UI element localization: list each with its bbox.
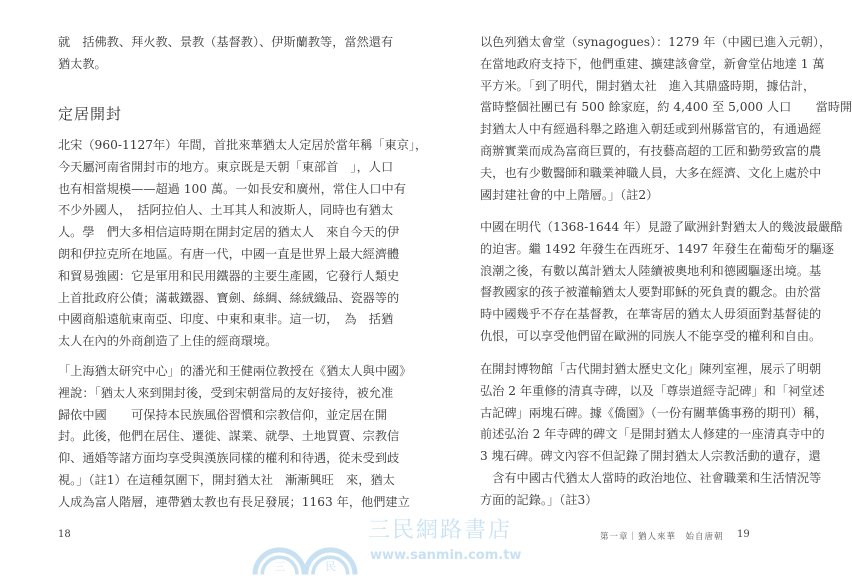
text-line: 不少外國人， 括阿拉伯人、土耳其人和波斯人，同時也有猶太 xyxy=(58,203,394,218)
paragraph xyxy=(58,135,428,353)
section-heading: 定居開封 xyxy=(58,105,123,123)
text-line: 「上海猶太研究中心」的潘光和王健兩位教授在《猶太人與中國》 xyxy=(58,364,412,378)
watermark-title: 三民網路書店 xyxy=(368,518,513,543)
text-line: 仰、通婚等諸方面均享受與漢族同樣的權利和待遇，從未受到歧 xyxy=(58,451,400,466)
text-line: 在開封博物館「古代開封猶太歷史文化」陳列室裡，展示了明朝 xyxy=(480,362,822,376)
right-page xyxy=(400,0,852,581)
text-line: 上首批政府公債；滿載鐵器、寶劍、絲綢、絲絨織品、瓷器等的 xyxy=(58,290,400,305)
text-line: 當時整個社團已有 500 餘家庭，約 4,400 至 5,000 人口 當時開 xyxy=(480,100,852,115)
logo-char: 民 xyxy=(325,560,337,574)
text-line: 前述弘治 2 年寺碑的碑文「是開封猶太人修建的一座清真寺中的 xyxy=(480,427,825,442)
text-line: 在當地政府支持下，他們重建、擴建該會堂，新會堂佔地達 1 萬 xyxy=(480,56,825,71)
text-line: 人。學 們大多相信這時期在開封定居的猶太人 來自今天的伊 xyxy=(58,225,400,240)
running-header: 第一章｜猶人來華 始自唐朝 xyxy=(600,532,724,542)
text-line: 人成為富人階層，連帶猶太教也有長足發展；1163 年，他們建立 xyxy=(58,494,410,509)
paragraph xyxy=(58,32,394,76)
text-line: 弘治 2 年重修的清真寺碑，以及「尊崇道經寺記碑」和「祠堂述 xyxy=(480,383,825,398)
text-line: 夫，也有少數醫師和職業神職人員，大多在經濟、文化上處於中 xyxy=(480,165,822,180)
text-line: 方面的記錄。」（註3） xyxy=(480,492,598,507)
text-line: 時中國幾乎不存在基督教，在華寄居的猶太人毋須面對基督徒的 xyxy=(480,307,822,322)
text-line: 國封建社會的中上階層。」（註2） xyxy=(480,187,659,202)
text-line: 商辦實業而成為富商巨賈的，有技藝高超的工匠和勤勞致富的農 xyxy=(480,143,822,158)
text-line: 朗和伊拉克所在地區。有唐一代，中國一直是世界上最大經濟體 xyxy=(58,246,400,261)
sanmin-logo-icon xyxy=(250,518,360,576)
text-line: 的迫害。繼 1492 年發生在西班牙、1497 年發生在葡萄牙的驅逐 xyxy=(480,241,834,256)
text-line: 也有相當規模——超過 100 萬。一如長安和廣州，常住人口中有 xyxy=(58,181,406,196)
paragraph xyxy=(480,217,843,348)
text-line: 浪潮之後，有數以萬計猶太人陸續被奧地利和德國驅逐出境。基 xyxy=(480,263,822,278)
sanmin-watermark xyxy=(250,518,590,578)
text-line: 中國在明代（1368-1644 年）見證了歐洲針對猶太人的幾波最嚴酷 xyxy=(480,220,843,234)
paragraph xyxy=(58,361,412,514)
text-line: 北宋（960-1127年）年間，首批來華猶太人定居於當年稱「東京」， xyxy=(58,138,428,152)
text-line: 和貿易強國：它是軍用和民用鐵器的主要生產國，它發行人類史 xyxy=(58,268,400,283)
text-line: 仇恨，可以享受他們留在歐洲的同族人不能享受的權利和自由。 xyxy=(480,328,822,343)
page-number: 18 xyxy=(58,529,71,540)
paragraph xyxy=(480,359,828,512)
page-number: 19 xyxy=(737,529,750,540)
text-line: 裡說：「猶太人來到開封後，受到宋朝當局的友好接待，被允准 xyxy=(58,385,394,400)
text-line: 含有中國古代猶太人當時的政治地位、社會職業和生活情況等 xyxy=(480,470,822,485)
text-line: 猶太教。 xyxy=(58,56,107,71)
text-line: 平方米。「到了明代，開封猶太社 進入其鼎盛時期，據估計， xyxy=(480,78,816,93)
text-line: 視。」（註1）在這種氛圍下，開封猶太社 漸漸興旺 來，猶太 xyxy=(58,472,395,487)
text-line: 太人在內的外商創造了上佳的經商環境。 xyxy=(58,334,278,349)
text-line: 歸依中國 可保持本民族風俗習慣和宗教信仰，並定居在開 xyxy=(58,407,388,422)
text-line: 以色列猶太會堂（synagogues）：1279 年（中國已進入元朝）， xyxy=(480,35,832,49)
text-line: 今天屬河南省開封市的地方。東京既是天朝「東部首 」，人口 xyxy=(58,159,394,174)
text-line: 封。此後，他們在居住、遷徙、謀業、就學、土地買賣、宗教信 xyxy=(58,429,400,444)
text-line: 3 塊石碑。碑文內容不但記錄了開封猶太人宗教活動的遺存，還 xyxy=(480,449,821,464)
text-line: 中國商船遠航東南亞、印度、中東和東非。這一切， 為 括猶 xyxy=(58,312,394,327)
text-line: 就 括佛教、拜火教、景教（基督教）、伊斯蘭教等，當然還有 xyxy=(58,35,394,49)
watermark-url: www.sanmin.com.tw xyxy=(370,548,522,563)
text-line: 封猶太人中有經過科舉之路進入朝廷或到州縣當官的，有通過經 xyxy=(480,122,822,137)
paragraph xyxy=(480,32,852,206)
text-line: 督教國家的孩子被灌輸猶太人要對耶穌的死負責的觀念。由於當 xyxy=(480,285,822,300)
logo-char: 三 xyxy=(274,560,286,574)
text-line: 古記碑」兩塊石碑。據《僑園》（一份有關華僑事務的期刊）稱， xyxy=(480,405,828,420)
